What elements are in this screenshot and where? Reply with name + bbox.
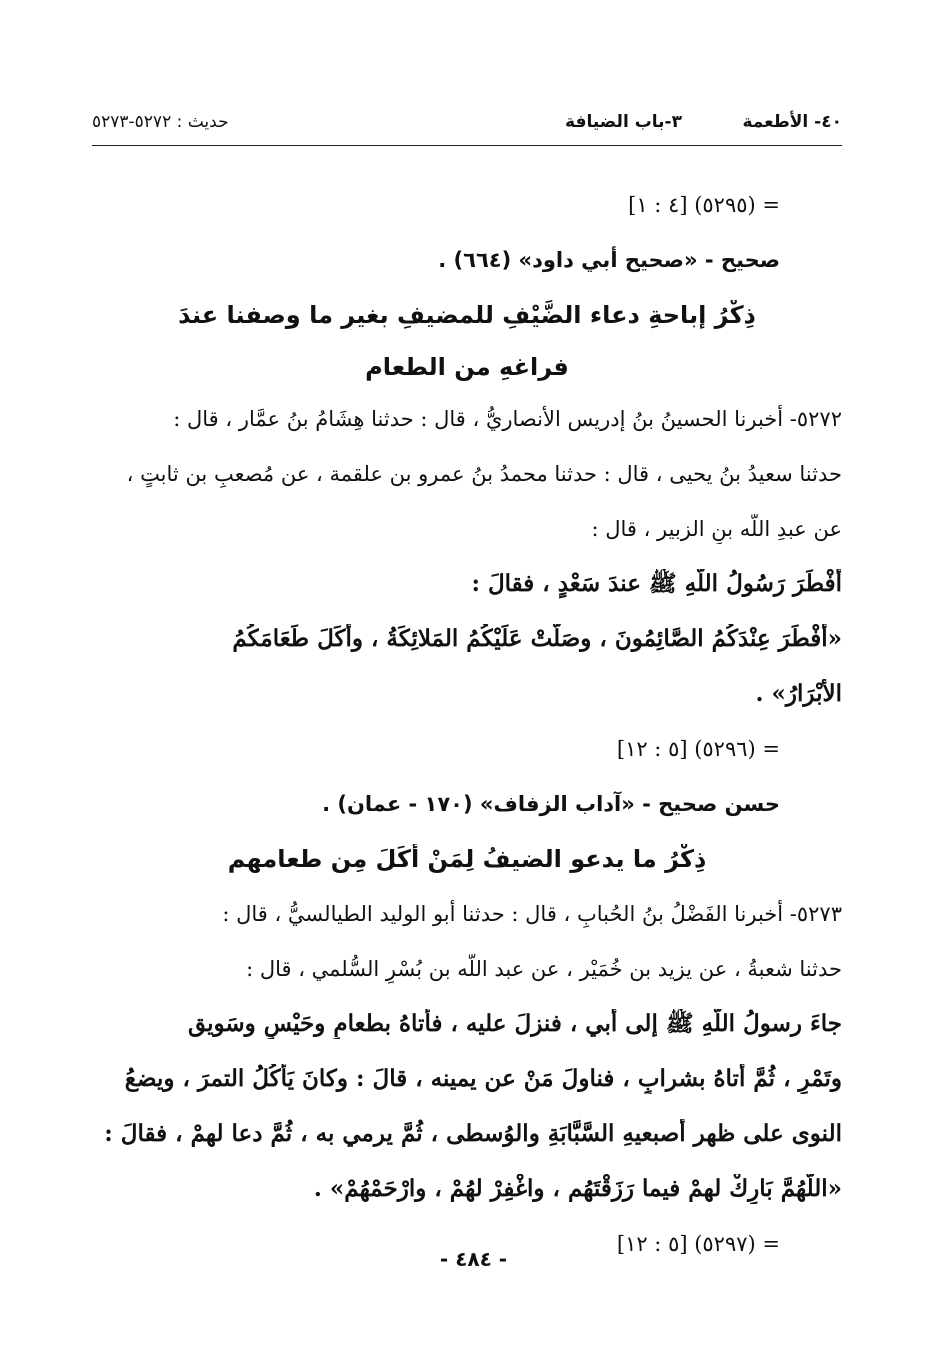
reference-line: = (٥٢٩٦) [٥ : ١٢] [616, 737, 780, 761]
hadith-5273-text: ٥٢٧٣- أخبرنا الفَضْلُ بنُ الحُبابِ ، قال : حدثنا أبو الوليد الطيالسيُّ ، قال : [222, 902, 842, 926]
header-divider [92, 145, 842, 146]
chapter-heading: ذِكْرُ إباحةِ دعاء الضَّيْفِ للمضيفِ بغيرِ ما وصفنا عندَ [178, 301, 756, 329]
chapter-title: ٤٠- الأطعمة [742, 112, 842, 132]
hadith-5273-text: وتَمْرٍ ، ثُمَّ أتاهُ بشرابٍ ، فناولَ مَنْ عن يمينه ، قالَ : وكانَ يَأْكُلُ التمرَ ، ويضعُ [124, 1065, 842, 1092]
running-header [92, 108, 842, 138]
hadith-5272-text: «أَفْطَرَ عِنْدَكُمُ الصَّائِمُونَ ، وصَلَّتْ عَلَيْكُمُ المَلائِكَةُ ، وأَكَلَ طَعَامَكُمُ [232, 625, 842, 652]
hadith-5272-text: عن عبدِ اللَّه بنِ الزبير ، قال : [591, 517, 842, 541]
hadith-5273-text: حدثنا شعبةُ ، عن يزيد بن خُمَيْر ، عن عبد اللَّه بن بُسْرٍ السُّلمي ، قال : [246, 957, 842, 981]
hadith-5273-text: «اللَّهُمَّ بَارِكْ لهمْ فيما رَزَقْتَهُم ، واغْفِرْ لهُمْ ، وارْحَمْهُمْ» . [313, 1175, 842, 1202]
section-title: ٣-باب الضيافة [565, 112, 682, 132]
hadith-5273-text: النوى على ظهر أصبعيهِ السَّبَّابَةِ والوُسطى ، ثُمَّ يرمي به ، ثُمَّ دعا لهمْ ، فقالَ : [104, 1120, 842, 1147]
chapter-heading-continued: فراغهِ من الطعام [365, 353, 569, 381]
hadith-5272-text: حدثنا سعيدُ بنُ يحيى ، قال : حدثنا محمدُ بنُ عمرو بن علقمة ، عن مُصعبِ بن ثابتٍ ، [126, 462, 842, 486]
hadith-range: حديث : ٥٢٧٢-٥٢٧٣ [92, 112, 229, 132]
reference-line: = (٥٢٩٧) [٥ : ١٢] [616, 1232, 780, 1256]
hadith-5272-text: الأَبْرَارُ» . [755, 680, 842, 707]
hadith-5272-text: ٥٢٧٢- أخبرنا الحسينُ بنُ إدريس الأنصاريُّ ، قال : حدثنا هِشَامُ بنُ عمَّار ، قال : [173, 407, 842, 431]
chapter-heading: ذِكْرُ ما يدعو الضيفُ لِمَنْ أَكَلَ مِن طعامهم [227, 845, 707, 873]
grade-line: حسن صحيح - «آداب الزفاف» (١٧٠ - عمان) . [322, 792, 780, 816]
page-body [92, 190, 842, 1284]
hadith-5273-text: جاءَ رسولُ اللَّهِ ﷺ إلى أبي ، فنزلَ عليه ، فأتاهُ بطعامٍ وحَيْسٍ وسَويق [187, 1010, 842, 1037]
page-number: - ٤٨٤ - [439, 1247, 508, 1271]
grade-line: صحيح - «صحيح أبي داود» (٦٦٤) . [438, 248, 780, 272]
reference-line: = (٥٢٩٥) [٤ : ١] [628, 193, 780, 217]
hadith-5272-text: أَفْطَرَ رَسُولُ اللَّهِ ﷺ عندَ سَعْدٍ ، فقالَ : [471, 570, 842, 597]
